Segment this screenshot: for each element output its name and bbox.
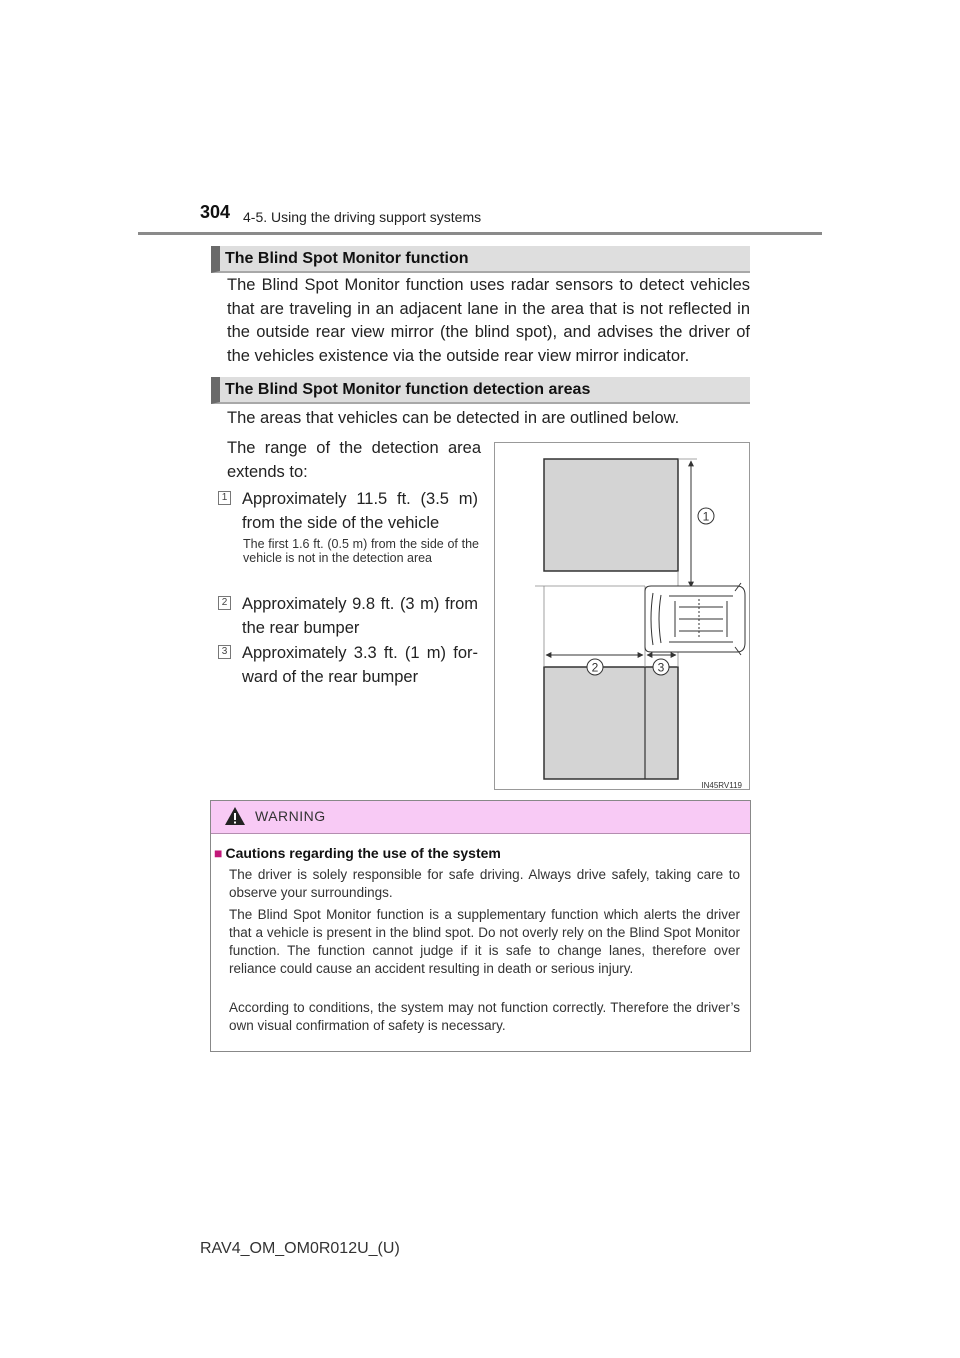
detection-range-side: Approximately 11.5 ft. (3.5 m) from the side of the vehicle [242, 490, 478, 532]
detection-range-rear: Approximately 9.8 ft. (3 m) from the rear bumper [242, 595, 478, 637]
warning-subheading [214, 845, 501, 861]
heading-blind-spot-monitor-function: The Blind Spot Monitor function [211, 246, 750, 273]
page-number: 304 [200, 202, 231, 222]
warning-triangle-icon [224, 806, 246, 826]
section-breadcrumb: 4-5. Using the driving support systems [243, 209, 482, 225]
document-code: RAV4_OM_OM0R012U_(U) [200, 1240, 400, 1257]
item-number-1: 1 [218, 491, 231, 505]
item-number-2: 2 [218, 596, 231, 610]
warning-subheading-text: Cautions regarding the use of the system [225, 845, 501, 861]
function-description: The Blind Spot Monitor function uses radar sensors to detect vehicles that are traveling in an adjacent lane in the area that is not reflected in the outside rear view mirror (the blind spot), and advises the driver of the vehicles existence via the outside rear view mirror indicator. [227, 276, 750, 365]
diagram-image-code: IN45RV119 [701, 781, 742, 789]
warning-title: WARNING [255, 808, 326, 824]
detection-area-svg [495, 443, 749, 789]
callout-1: 1 [702, 509, 710, 524]
vehicle-top-view [645, 583, 745, 655]
callout-3: 3 [657, 660, 665, 675]
detection-range-forward: Approximately 3.3 ft. (1 m) for-ward of the rear bumper [242, 644, 478, 686]
rear-detection-zone [544, 667, 678, 779]
callout-2: 2 [591, 660, 599, 675]
heading-detection-areas: The Blind Spot Monitor function detection areas [211, 377, 750, 404]
square-bullet-icon: ■ [214, 845, 223, 861]
warning-paragraph-2: The Blind Spot Monitor function is a supplementary function which alerts the driver that a vehicle is present in the blind spot. Do not overly rely on the Blind Spot Monitor function. The function cannot judge if it is safe to change lanes, therefore over reliance could cause an accident resulting in death or serious injury. [229, 907, 740, 976]
detection-range-lead: The range of the detection area extends to: [227, 439, 481, 481]
detection-areas-lead: The areas that vehicles can be detected in are outlined below. [227, 409, 680, 427]
detection-range-side-note: The first 1.6 ft. (0.5 m) from the side of the vehicle is not in the detection area [243, 537, 479, 565]
item-number-3: 3 [218, 645, 231, 659]
side-detection-zone [544, 459, 678, 571]
header-divider [138, 232, 822, 235]
detection-area-diagram [494, 442, 750, 790]
warning-paragraph-1: The driver is solely responsible for safe driving. Always drive safely, taking care to observe your surroundings. [229, 867, 740, 900]
warning-paragraph-3: According to conditions, the system may not function correctly. Therefore the driver’s own visual confirmation of safety is necessary. [229, 1000, 740, 1033]
